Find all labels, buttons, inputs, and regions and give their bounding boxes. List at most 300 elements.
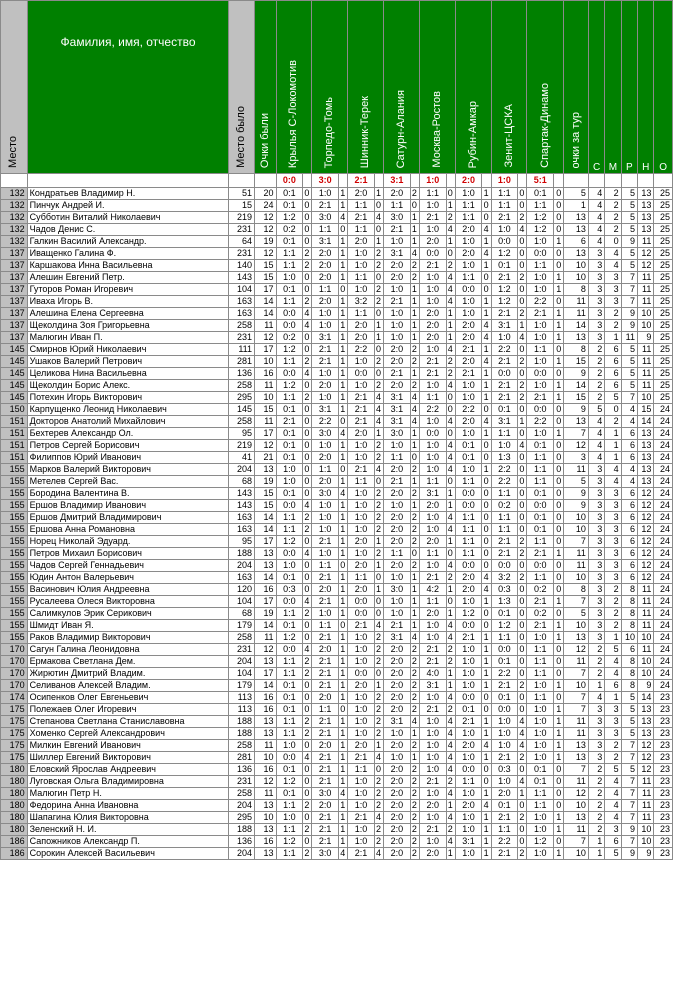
forecast: 0:0 — [276, 752, 303, 764]
forecast: 1:0 — [419, 524, 446, 536]
forecast-points: 1 — [339, 752, 348, 764]
forecast-points: 1 — [554, 428, 564, 440]
forecast-points: 2 — [446, 572, 455, 584]
prev-points: 10 — [255, 356, 277, 368]
forecast: 0:1 — [276, 488, 303, 500]
stat-n: 11 — [638, 644, 654, 656]
stat-r: 5 — [621, 728, 637, 740]
forecast-points: 1 — [482, 716, 491, 728]
forecast-points: 1 — [446, 320, 455, 332]
participant-name: Салимкулов Эрик Серикович — [27, 608, 229, 620]
table-row — [1, 416, 673, 428]
stat-c: 3 — [588, 296, 604, 308]
prev-place: 231 — [229, 332, 255, 344]
row-place: 145 — [1, 344, 28, 356]
forecast-points: 0 — [518, 284, 527, 296]
forecast-points: 2 — [374, 716, 383, 728]
forecast: 2:0 — [419, 320, 446, 332]
stat-n: 10 — [638, 320, 654, 332]
stat-r: 9 — [621, 236, 637, 248]
forecast-points: 2 — [410, 680, 419, 692]
tour-points: 11 — [564, 776, 589, 788]
match-header: Москва-Ростов — [419, 1, 455, 174]
stat-c: 4 — [588, 212, 604, 224]
forecast-points: 1 — [410, 212, 419, 224]
participant-name: Шмидт Иван Я. — [27, 620, 229, 632]
forecast: 1:0 — [276, 464, 303, 476]
forecast-points: 0 — [303, 740, 312, 752]
forecast-points: 4 — [518, 332, 527, 344]
forecast-points: 2 — [374, 632, 383, 644]
forecast-points: 1 — [374, 584, 383, 596]
table-row — [1, 632, 673, 644]
stat-m: 2 — [605, 740, 621, 752]
forecast-points: 1 — [339, 800, 348, 812]
stat-n: 13 — [638, 452, 654, 464]
forecast: 3:0 — [312, 848, 339, 860]
match-header: Торпедо-Томь — [312, 1, 348, 174]
forecast-points: 4 — [446, 524, 455, 536]
forecast-points: 2 — [518, 212, 527, 224]
stat-m: 2 — [605, 752, 621, 764]
forecast-points: 4 — [303, 320, 312, 332]
forecast: 0:1 — [491, 656, 518, 668]
participant-name: Петров Сергей Борисович — [27, 440, 229, 452]
forecast: 0:1 — [276, 680, 303, 692]
stat-header: М — [605, 1, 621, 174]
forecast-points: 1 — [339, 632, 348, 644]
stat-o: 24 — [654, 536, 673, 548]
stat-r: 7 — [621, 296, 637, 308]
forecast-points: 0 — [554, 188, 564, 200]
forecast-points: 1 — [482, 668, 491, 680]
forecast-points: 0 — [518, 584, 527, 596]
forecast-points: 2 — [410, 464, 419, 476]
stat-o: 23 — [654, 764, 673, 776]
forecast-points: 0 — [374, 572, 383, 584]
stat-r: 5 — [621, 380, 637, 392]
forecast: 1:0 — [527, 728, 554, 740]
stat-n: 12 — [638, 764, 654, 776]
forecast: 2:1 — [348, 812, 375, 824]
forecast-points: 2 — [518, 392, 527, 404]
stat-c: 3 — [588, 464, 604, 476]
forecast-points: 4 — [446, 812, 455, 824]
forecast: 1:0 — [527, 752, 554, 764]
forecast-points: 0 — [554, 764, 564, 776]
stat-r: 9 — [621, 824, 637, 836]
prev-points: 13 — [255, 800, 277, 812]
forecast-points: 0 — [482, 404, 491, 416]
participant-name: Алешина Елена Сергеевна — [27, 308, 229, 320]
forecast-points: 0 — [303, 428, 312, 440]
prev-place: 204 — [229, 848, 255, 860]
forecast-points: 0 — [303, 416, 312, 428]
forecast-points: 4 — [482, 224, 491, 236]
stat-o: 23 — [654, 716, 673, 728]
table-row — [1, 356, 673, 368]
forecast: 1:1 — [276, 524, 303, 536]
forecast-points: 0 — [518, 524, 527, 536]
forecast-points: 1 — [339, 308, 348, 320]
forecast-points: 4 — [446, 692, 455, 704]
stat-r: 5 — [621, 212, 637, 224]
forecast: 1:0 — [419, 272, 446, 284]
forecast-points: 0 — [303, 788, 312, 800]
forecast: 0:1 — [527, 440, 554, 452]
row-place: 155 — [1, 476, 28, 488]
participant-name: Малюгин Петр Н. — [27, 788, 229, 800]
stat-m: 2 — [605, 308, 621, 320]
stat-o: 24 — [654, 680, 673, 692]
prev-points: 24 — [255, 200, 277, 212]
row-place: 151 — [1, 452, 28, 464]
table-row — [1, 704, 673, 716]
stat-c: 3 — [588, 524, 604, 536]
forecast: 1:0 — [384, 728, 411, 740]
forecast: 1:1 — [276, 728, 303, 740]
table-row — [1, 500, 673, 512]
stat-n: 11 — [638, 296, 654, 308]
match-result: 0:0 — [276, 174, 303, 188]
forecast-points: 2 — [410, 824, 419, 836]
stat-r: 5 — [621, 188, 637, 200]
forecast-points: 0 — [482, 692, 491, 704]
forecast: 2:1 — [455, 716, 482, 728]
forecast: 2:0 — [312, 452, 339, 464]
table-row — [1, 476, 673, 488]
forecast-points: 0 — [374, 272, 383, 284]
stat-m: 1 — [605, 440, 621, 452]
forecast-points: 0 — [482, 536, 491, 548]
forecast-points: 0 — [303, 572, 312, 584]
forecast-points: 0 — [339, 284, 348, 296]
row-place: 151 — [1, 416, 28, 428]
prev-points: 16 — [255, 764, 277, 776]
forecast-points: 1 — [410, 620, 419, 632]
tour-points: 13 — [564, 332, 589, 344]
tour-points: 13 — [564, 212, 589, 224]
stat-c: 3 — [588, 308, 604, 320]
forecast: 2:0 — [348, 560, 375, 572]
participant-name: Алешин Евгений Петр. — [27, 272, 229, 284]
stat-o: 25 — [654, 392, 673, 404]
forecast: 2:2 — [491, 476, 518, 488]
stat-header: Н — [638, 1, 654, 174]
tour-points: 13 — [564, 248, 589, 260]
stat-o: 25 — [654, 248, 673, 260]
forecast-points: 2 — [303, 512, 312, 524]
forecast-points: 2 — [374, 548, 383, 560]
table-row — [1, 452, 673, 464]
forecast-points: 1 — [339, 200, 348, 212]
forecast-points: 2 — [303, 656, 312, 668]
forecast-points: 2 — [446, 212, 455, 224]
forecast: 1:1 — [455, 212, 482, 224]
forecast: 1:1 — [348, 572, 375, 584]
forecast: 0:1 — [527, 524, 554, 536]
forecast-points: 0 — [339, 224, 348, 236]
forecast: 1:0 — [384, 332, 411, 344]
forecast: 1:1 — [491, 188, 518, 200]
forecast: 1:1 — [312, 560, 339, 572]
forecast-points: 1 — [554, 848, 564, 860]
stat-r: 9 — [621, 308, 637, 320]
stat-c: 3 — [588, 728, 604, 740]
row-place: 170 — [1, 656, 28, 668]
forecast-points: 1 — [554, 752, 564, 764]
forecast-points: 0 — [554, 608, 564, 620]
prev-place: 258 — [229, 788, 255, 800]
stat-header: О — [654, 1, 673, 174]
participant-name: Русалеева Олеся Викторовна — [27, 596, 229, 608]
stat-n: 10 — [638, 668, 654, 680]
forecast: 1:0 — [419, 716, 446, 728]
forecast: 2:0 — [312, 296, 339, 308]
tour-points: 7 — [564, 668, 589, 680]
forecast: 2:1 — [491, 536, 518, 548]
forecast: 1:0 — [419, 464, 446, 476]
stat-n: 13 — [638, 428, 654, 440]
forecast: 3:1 — [312, 236, 339, 248]
forecast: 2:0 — [384, 704, 411, 716]
forecast-points: 1 — [482, 632, 491, 644]
stat-o: 25 — [654, 296, 673, 308]
match-result: 1:0 — [419, 174, 446, 188]
participant-name: Ершов Дмитрий Владимирович — [27, 512, 229, 524]
forecast: 1:2 — [491, 284, 518, 296]
prev-place: 219 — [229, 212, 255, 224]
forecast-points: 1 — [518, 416, 527, 428]
forecast-points: 1 — [339, 728, 348, 740]
tour-points: 11 — [564, 548, 589, 560]
stat-m: 3 — [605, 704, 621, 716]
stat-c: 4 — [588, 236, 604, 248]
stat-n: 11 — [638, 776, 654, 788]
prev-place-header: Место было — [229, 1, 255, 174]
forecast: 1:1 — [491, 488, 518, 500]
stat-r: 5 — [621, 248, 637, 260]
prev-points: 13 — [255, 656, 277, 668]
forecast-points: 1 — [374, 536, 383, 548]
stat-n: 13 — [638, 224, 654, 236]
participant-name: Галкин Василий Александр. — [27, 236, 229, 248]
table-row — [1, 236, 673, 248]
tour-points: 8 — [564, 584, 589, 596]
forecast: 1:0 — [348, 644, 375, 656]
forecast: 1:0 — [348, 548, 375, 560]
prev-points: 12 — [255, 332, 277, 344]
forecast-points: 0 — [518, 560, 527, 572]
forecast: 1:0 — [348, 824, 375, 836]
forecast: 1:0 — [384, 284, 411, 296]
row-place: 175 — [1, 752, 28, 764]
forecast-points: 2 — [374, 296, 383, 308]
prev-place: 258 — [229, 320, 255, 332]
forecast-points: 1 — [482, 296, 491, 308]
forecast: 2:1 — [419, 704, 446, 716]
forecast: 3:2 — [348, 296, 375, 308]
forecast: 1:1 — [276, 800, 303, 812]
forecast: 1:2 — [276, 380, 303, 392]
forecast-points: 4 — [518, 440, 527, 452]
prev-place: 143 — [229, 272, 255, 284]
forecast: 1:1 — [527, 800, 554, 812]
forecast: 0:0 — [527, 368, 554, 380]
table-row — [1, 716, 673, 728]
forecast-points: 0 — [518, 260, 527, 272]
forecast: 1:0 — [491, 776, 518, 788]
forecast-points: 0 — [518, 476, 527, 488]
forecast-points: 1 — [374, 320, 383, 332]
forecast-points: 0 — [554, 524, 564, 536]
tour-points: 7 — [564, 692, 589, 704]
stat-m: 1 — [605, 332, 621, 344]
forecast-points: 2 — [374, 260, 383, 272]
forecast: 1:2 — [276, 212, 303, 224]
table-row — [1, 752, 673, 764]
forecast: 1:2 — [276, 836, 303, 848]
forecast-points: 0 — [554, 464, 564, 476]
forecast-points: 0 — [446, 596, 455, 608]
forecast-points: 0 — [446, 428, 455, 440]
forecast-points: 0 — [554, 452, 564, 464]
forecast-points: 0 — [303, 680, 312, 692]
forecast-points: 0 — [303, 704, 312, 716]
stat-c: 3 — [588, 260, 604, 272]
stat-r: 5 — [621, 356, 637, 368]
forecast-points: 2 — [374, 284, 383, 296]
forecast-points: 0 — [518, 452, 527, 464]
forecast: 1:1 — [491, 524, 518, 536]
table-row — [1, 524, 673, 536]
stat-m: 2 — [605, 620, 621, 632]
forecast: 1:1 — [348, 224, 375, 236]
forecast: 3:1 — [384, 716, 411, 728]
stat-m: 1 — [605, 452, 621, 464]
forecast-points: 2 — [303, 524, 312, 536]
forecast-points: 0 — [303, 584, 312, 596]
forecast: 1:0 — [419, 740, 446, 752]
forecast-points: 1 — [554, 716, 564, 728]
stat-c: 2 — [588, 656, 604, 668]
forecast: 2:0 — [348, 536, 375, 548]
tour-points: 10 — [564, 524, 589, 536]
forecast-points: 0 — [482, 704, 491, 716]
prev-place: 95 — [229, 536, 255, 548]
stat-r: 5 — [621, 260, 637, 272]
forecast: 0:0 — [491, 644, 518, 656]
prev-place: 41 — [229, 452, 255, 464]
forecast: 1:0 — [384, 308, 411, 320]
forecast-points: 0 — [554, 500, 564, 512]
stat-n: 13 — [638, 716, 654, 728]
forecast: 2:1 — [384, 476, 411, 488]
stat-o: 23 — [654, 788, 673, 800]
prev-points: 12 — [255, 224, 277, 236]
prev-points: 17 — [255, 284, 277, 296]
prev-place: 104 — [229, 668, 255, 680]
table-row — [1, 428, 673, 440]
stat-c: 2 — [588, 800, 604, 812]
forecast-points: 0 — [374, 368, 383, 380]
forecast: 1:1 — [348, 308, 375, 320]
forecast: 2:1 — [348, 752, 375, 764]
forecast: 2:1 — [419, 644, 446, 656]
forecast: 2:0 — [348, 740, 375, 752]
forecast-points: 2 — [303, 728, 312, 740]
forecast-points: 0 — [482, 488, 491, 500]
stat-o: 25 — [654, 380, 673, 392]
forecast: 2:0 — [455, 224, 482, 236]
forecast: 1:0 — [384, 500, 411, 512]
stat-n: 11 — [638, 800, 654, 812]
forecast: 1:1 — [276, 608, 303, 620]
prev-place: 231 — [229, 248, 255, 260]
forecast-points: 2 — [518, 356, 527, 368]
forecast-points: 0 — [482, 764, 491, 776]
stat-m: 3 — [605, 728, 621, 740]
stat-c: 4 — [588, 224, 604, 236]
stat-m: 3 — [605, 548, 621, 560]
stat-r: 10 — [621, 632, 637, 644]
prev-points: 19 — [255, 476, 277, 488]
row-place: 170 — [1, 644, 28, 656]
forecast-points: 0 — [518, 632, 527, 644]
forecast-points: 1 — [339, 404, 348, 416]
forecast-points: 2 — [374, 800, 383, 812]
forecast: 0:1 — [276, 572, 303, 584]
forecast-points: 4 — [374, 848, 383, 860]
tour-points: 10 — [564, 260, 589, 272]
participant-name: Сапожников Александр П. — [27, 836, 229, 848]
forecast-points: 0 — [554, 512, 564, 524]
forecast-points: 2 — [374, 356, 383, 368]
forecast: 2:0 — [384, 272, 411, 284]
stat-m: 3 — [605, 824, 621, 836]
forecast-points: 2 — [410, 692, 419, 704]
forecast: 2:0 — [455, 416, 482, 428]
forecast: 1:0 — [419, 764, 446, 776]
forecast-points: 1 — [339, 680, 348, 692]
stat-m: 2 — [605, 188, 621, 200]
forecast: 0:0 — [348, 668, 375, 680]
forecast: 2:1 — [348, 620, 375, 632]
forecast: 1:1 — [527, 572, 554, 584]
forecast-points: 1 — [339, 668, 348, 680]
forecast-points: 1 — [339, 548, 348, 560]
stat-n: 12 — [638, 248, 654, 260]
match-result: 3:0 — [312, 174, 339, 188]
forecast: 2:1 — [312, 356, 339, 368]
row-place: 137 — [1, 260, 28, 272]
forecast: 1:0 — [348, 512, 375, 524]
match-header: Крылья С-Локомотив — [276, 1, 312, 174]
stat-m: 6 — [605, 356, 621, 368]
forecast-points: 4 — [446, 380, 455, 392]
forecast: 2:0 — [455, 800, 482, 812]
participant-name: Луговская Ольга Владимировна — [27, 776, 229, 788]
forecast: 1:0 — [348, 788, 375, 800]
tour-points: 9 — [564, 488, 589, 500]
stat-header: Р — [621, 1, 637, 174]
tour-points: 9 — [564, 368, 589, 380]
participant-name: Зеленский Н. И. — [27, 824, 229, 836]
forecast-points: 0 — [554, 404, 564, 416]
forecast: 1:0 — [312, 548, 339, 560]
stat-c: 3 — [588, 536, 604, 548]
stat-o: 24 — [654, 632, 673, 644]
